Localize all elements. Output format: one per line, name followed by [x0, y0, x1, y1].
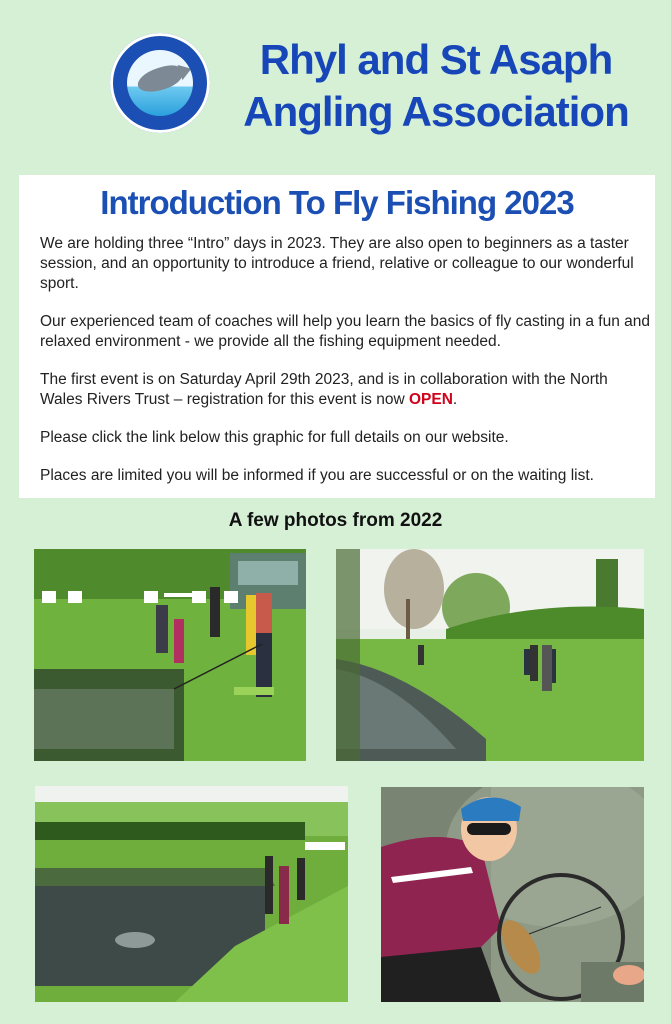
photos-heading: A few photos from 2022: [228, 510, 443, 531]
logo-emblem: [127, 50, 193, 116]
paragraph-first-event: [40, 370, 650, 410]
photo-riverbank: [336, 549, 644, 761]
photo-trout-catch: [381, 787, 644, 1002]
panel-body: [40, 234, 650, 504]
paragraph-intro-days: We are holding three “Intro” days in 2023. They are also open to beginners as a taster session, and an opportunity to introduce a friend, relative or colleague to our wonderful sport.: [40, 235, 634, 292]
paragraph-places-limited: Places are limited you will be informed if you are successful or on the waiting list.: [40, 467, 594, 484]
panel-heading: Introduction To Fly Fishing 2023: [100, 184, 574, 221]
first-event-text: The first event is on Saturday April 29th 2023, and is in collaboration with the North Wales Rivers Trust – registration for this event is now: [40, 371, 608, 408]
paragraph-link-info: Please click the link below this graphic for full details on our website.: [40, 429, 509, 446]
title-line-1: Rhyl and St Asaph: [259, 36, 613, 83]
intro-panel: [19, 175, 655, 498]
paragraph-coaches: Our experienced team of coaches will help you learn the basics of fly casting in a fun and relaxed environment - we provide all the fishing equipment needed.: [40, 313, 651, 350]
association-title: [226, 34, 646, 138]
open-status: OPEN: [408, 391, 453, 408]
fish-icon: [135, 61, 186, 96]
title-line-2: Angling Association: [243, 88, 629, 135]
photo-lake: [35, 786, 348, 1002]
photo-pond-casting: [34, 549, 306, 761]
association-logo: [110, 33, 210, 133]
first-event-end: .: [452, 391, 458, 408]
